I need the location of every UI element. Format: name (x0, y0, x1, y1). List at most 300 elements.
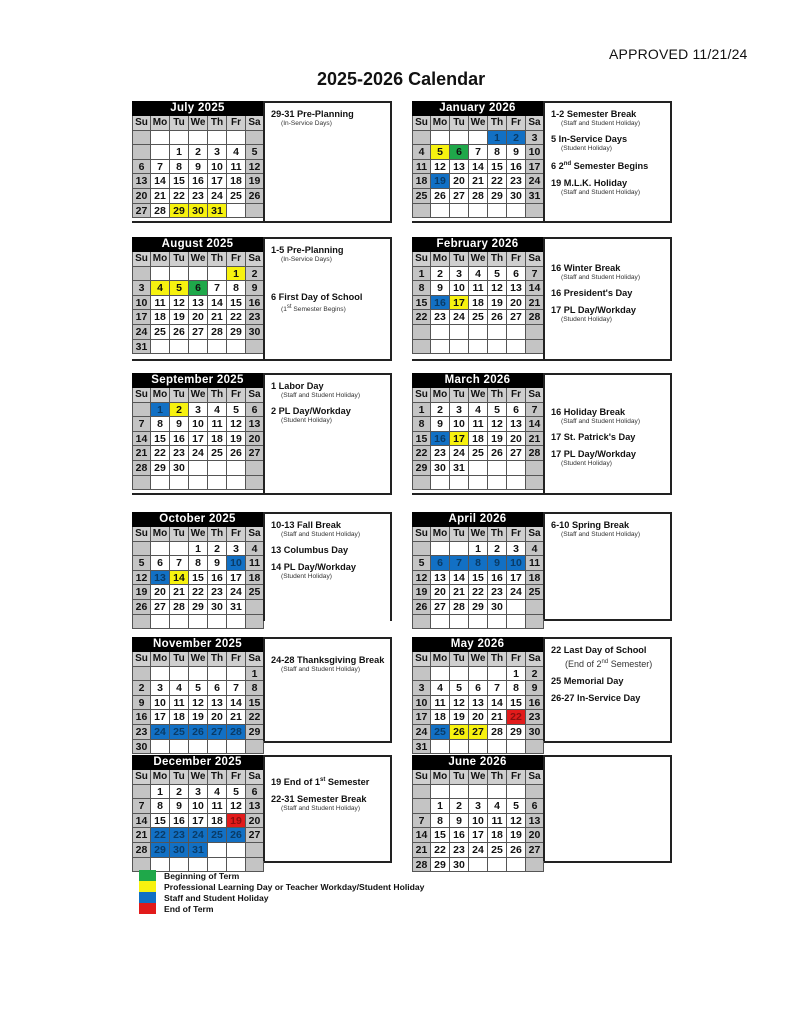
legend-swatch-blue (139, 892, 156, 903)
empty-day-cell (151, 740, 170, 755)
empty-day-cell (488, 785, 507, 800)
empty-day-cell (450, 131, 469, 146)
empty-day-cell (208, 340, 227, 355)
day-cell: 15 (246, 696, 264, 711)
day-cell: 7 (413, 814, 431, 829)
weekday-header: Tu (450, 770, 469, 785)
month-notes (263, 373, 390, 493)
day-cell: 8 (151, 417, 170, 432)
day-cell: 30 (133, 740, 151, 755)
empty-day-cell (151, 615, 170, 630)
day-cell: 17 (450, 432, 469, 447)
weekday-header: Th (488, 252, 507, 267)
weekday-header: Tu (170, 527, 189, 542)
weekday-header: We (189, 116, 208, 131)
empty-day-cell (469, 740, 488, 755)
weekday-header: Fr (507, 116, 526, 131)
weekday-header: Mo (151, 770, 170, 785)
day-cell: 2 (431, 267, 450, 282)
day-cell: 26 (450, 725, 469, 740)
day-cell: 5 (507, 799, 526, 814)
day-cell: 31 (413, 740, 431, 755)
day-cell: 20 (526, 828, 544, 843)
day-cell: 21 (170, 585, 189, 600)
day-cell: 26 (227, 828, 246, 843)
note-subtitle: (In-Service Days) (281, 256, 332, 263)
month-title: October 2025 (132, 512, 263, 527)
weekday-header: Th (488, 652, 507, 667)
weekday-header: Th (488, 770, 507, 785)
day-grid (132, 116, 263, 218)
day-cell: 26 (189, 725, 208, 740)
day-cell: 20 (469, 710, 488, 725)
day-cell: 15 (469, 571, 488, 586)
day-cell: 2 (208, 542, 227, 557)
empty-day-cell (450, 542, 469, 557)
empty-day-cell (208, 615, 227, 630)
day-cell: 6 (450, 145, 469, 160)
empty-day-cell (151, 267, 170, 282)
note-title: 16 Holiday Break (551, 407, 626, 417)
day-cell: 7 (450, 556, 469, 571)
day-cell: 12 (227, 417, 246, 432)
legend-label: End of Term (164, 903, 214, 914)
empty-day-cell (170, 615, 189, 630)
weekday-header: Mo (431, 770, 450, 785)
empty-day-cell (507, 858, 526, 873)
day-cell: 29 (246, 725, 264, 740)
day-cell: 1 (246, 667, 264, 682)
day-cell: 25 (469, 446, 488, 461)
note-title: 6 2nd Semester Begins (551, 161, 649, 172)
empty-day-cell (227, 667, 246, 682)
day-cell: 6 (246, 785, 264, 800)
day-cell: 17 (189, 432, 208, 447)
weekday-header: Su (413, 527, 431, 542)
note-title: 17 PL Day/Workday (551, 449, 636, 459)
day-cell: 29 (151, 461, 170, 476)
note-title: 29-31 Pre-Planning (271, 109, 354, 119)
note-title: 17 St. Patrick's Day (551, 432, 636, 442)
day-cell: 1 (170, 145, 189, 160)
weekday-header: We (189, 252, 208, 267)
note-subtitle: (In-Service Days) (281, 120, 332, 127)
day-cell: 30 (189, 204, 208, 219)
empty-day-cell (133, 131, 151, 146)
weekday-header: Tu (450, 652, 469, 667)
day-cell: 29 (170, 204, 189, 219)
day-cell: 8 (170, 160, 189, 175)
note-item (551, 432, 670, 443)
note-item (271, 245, 390, 264)
legend-label: Beginning of Term (164, 870, 240, 881)
month-calendar (412, 101, 543, 218)
day-cell: 8 (189, 556, 208, 571)
day-cell: 10 (133, 296, 151, 311)
empty-day-cell (469, 667, 488, 682)
weekday-header: Sa (526, 116, 544, 131)
day-cell: 15 (413, 432, 431, 447)
weekday-header: Th (208, 116, 227, 131)
empty-day-cell (431, 131, 450, 146)
weekday-header: Th (208, 770, 227, 785)
legend-item (139, 903, 424, 914)
day-cell: 9 (431, 281, 450, 296)
month-notes (543, 237, 670, 359)
day-cell: 24 (133, 325, 151, 340)
day-cell: 29 (488, 189, 507, 204)
day-cell: 6 (431, 556, 450, 571)
month-calendar (412, 637, 543, 754)
day-cell: 13 (431, 571, 450, 586)
empty-day-cell (151, 542, 170, 557)
day-cell: 2 (133, 681, 151, 696)
day-cell: 25 (227, 189, 246, 204)
day-cell: 18 (208, 814, 227, 829)
month-notes (263, 637, 390, 741)
weekday-header: Mo (431, 252, 450, 267)
day-cell: 9 (170, 417, 189, 432)
day-cell: 27 (431, 600, 450, 615)
day-cell: 24 (189, 828, 208, 843)
empty-day-cell (246, 600, 264, 615)
day-cell: 16 (507, 160, 526, 175)
empty-day-cell (507, 615, 526, 630)
weekday-header: Mo (151, 527, 170, 542)
day-cell: 26 (227, 446, 246, 461)
day-cell: 19 (488, 296, 507, 311)
day-cell: 3 (189, 403, 208, 418)
day-cell: 18 (431, 710, 450, 725)
empty-day-cell (170, 476, 189, 491)
note-subtitle: (Staff and Student Holiday) (561, 274, 641, 281)
day-cell: 26 (246, 189, 264, 204)
day-cell: 27 (189, 325, 208, 340)
day-cell: 1 (413, 267, 431, 282)
note-subtitle: (Staff and Student Holiday) (281, 531, 361, 538)
day-cell: 22 (151, 446, 170, 461)
day-cell: 3 (507, 542, 526, 557)
day-cell: 10 (151, 696, 170, 711)
day-cell: 18 (469, 432, 488, 447)
empty-day-cell (450, 476, 469, 491)
day-cell: 1 (189, 542, 208, 557)
day-cell: 4 (208, 403, 227, 418)
day-cell: 9 (507, 145, 526, 160)
empty-day-cell (488, 615, 507, 630)
day-cell: 30 (431, 461, 450, 476)
empty-day-cell (413, 667, 431, 682)
month-notes (263, 101, 390, 221)
weekday-header: Su (133, 116, 151, 131)
note-title: 6-10 Spring Break (551, 520, 630, 530)
month-calendar (132, 637, 263, 754)
day-cell: 4 (151, 281, 170, 296)
day-cell: 4 (227, 145, 246, 160)
day-cell: 17 (227, 571, 246, 586)
empty-day-cell (526, 461, 544, 476)
month-block-dec-2025 (132, 755, 392, 863)
day-cell: 27 (208, 725, 227, 740)
day-cell: 28 (133, 843, 151, 858)
empty-day-cell (189, 131, 208, 146)
day-cell: 20 (507, 296, 526, 311)
empty-day-cell (208, 267, 227, 282)
weekday-header: We (469, 252, 488, 267)
day-cell: 31 (450, 461, 469, 476)
empty-day-cell (526, 204, 544, 219)
day-cell: 30 (208, 600, 227, 615)
day-cell: 13 (189, 296, 208, 311)
day-cell: 10 (208, 160, 227, 175)
day-cell: 20 (208, 710, 227, 725)
day-cell: 12 (227, 799, 246, 814)
day-cell: 4 (526, 542, 544, 557)
day-cell: 11 (526, 556, 544, 571)
day-cell: 11 (170, 696, 189, 711)
day-cell: 27 (246, 828, 264, 843)
day-cell: 5 (133, 556, 151, 571)
day-cell: 7 (526, 403, 544, 418)
day-cell: 19 (189, 710, 208, 725)
weekday-header: We (469, 388, 488, 403)
empty-day-cell (246, 340, 264, 355)
day-cell: 30 (507, 189, 526, 204)
day-cell: 22 (151, 828, 170, 843)
weekday-header: Tu (450, 116, 469, 131)
day-cell: 5 (170, 281, 189, 296)
day-cell: 22 (189, 585, 208, 600)
note-subtitle: (Staff and Student Holiday) (561, 418, 641, 425)
day-cell: 14 (488, 696, 507, 711)
day-cell: 31 (189, 843, 208, 858)
weekday-header: Su (413, 252, 431, 267)
day-cell: 29 (189, 600, 208, 615)
day-grid (412, 252, 543, 354)
month-title: May 2026 (412, 637, 543, 652)
month-calendar (412, 373, 543, 490)
legend-swatch-red (139, 903, 156, 914)
weekday-header: Fr (507, 770, 526, 785)
day-cell: 17 (469, 828, 488, 843)
day-cell: 7 (469, 145, 488, 160)
weekday-header: Sa (526, 527, 544, 542)
weekday-header: Th (208, 527, 227, 542)
note-subtitle: (Staff and Student Holiday) (281, 805, 361, 813)
day-cell: 10 (450, 417, 469, 432)
empty-day-cell (469, 340, 488, 355)
day-cell: 27 (133, 204, 151, 219)
empty-day-cell (450, 785, 469, 800)
empty-day-cell (526, 615, 544, 630)
day-cell: 5 (227, 403, 246, 418)
note-item (271, 381, 390, 400)
empty-day-cell (507, 740, 526, 755)
day-cell: 12 (246, 160, 264, 175)
day-cell: 23 (488, 585, 507, 600)
day-cell: 28 (488, 725, 507, 740)
legend-item (139, 881, 424, 892)
day-cell: 1 (413, 403, 431, 418)
day-cell: 27 (151, 600, 170, 615)
day-cell: 10 (189, 417, 208, 432)
approval-stamp: APPROVED 11/21/24 (609, 46, 748, 62)
note-title: 17 PL Day/Workday (551, 305, 636, 315)
month-calendar (412, 237, 543, 354)
day-cell: 12 (431, 160, 450, 175)
day-cell: 25 (488, 843, 507, 858)
empty-day-cell (246, 461, 264, 476)
note-item (271, 109, 390, 128)
note-item (271, 520, 390, 539)
empty-day-cell (507, 325, 526, 340)
month-block-mar-2026 (412, 373, 672, 495)
day-cell: 8 (413, 417, 431, 432)
month-calendar (132, 512, 263, 629)
day-cell: 25 (151, 325, 170, 340)
day-cell: 7 (151, 160, 170, 175)
day-cell: 6 (151, 556, 170, 571)
day-cell: 14 (133, 814, 151, 829)
empty-day-cell (526, 476, 544, 491)
weekday-header: Fr (507, 252, 526, 267)
day-cell: 1 (469, 542, 488, 557)
month-notes (543, 512, 670, 619)
day-cell: 27 (507, 310, 526, 325)
day-cell: 13 (246, 799, 264, 814)
day-cell: 20 (246, 814, 264, 829)
day-cell: 3 (189, 785, 208, 800)
note-subtitle: (End of 2nd Semester) (565, 659, 653, 669)
empty-day-cell (133, 403, 151, 418)
note-subtitle: (Staff and Student Holiday) (281, 666, 361, 673)
day-cell: 15 (151, 432, 170, 447)
month-title: January 2026 (412, 101, 543, 116)
empty-day-cell (450, 740, 469, 755)
day-cell: 14 (227, 696, 246, 711)
day-cell: 16 (488, 571, 507, 586)
empty-day-cell (170, 340, 189, 355)
day-cell: 8 (469, 556, 488, 571)
month-block-aug-2025 (132, 237, 392, 361)
day-cell: 15 (170, 174, 189, 189)
weekday-header: Fr (507, 527, 526, 542)
empty-day-cell (488, 667, 507, 682)
day-cell: 6 (526, 799, 544, 814)
note-subtitle: (Student Holiday) (561, 460, 612, 467)
legend-item (139, 892, 424, 903)
day-cell: 12 (189, 696, 208, 711)
empty-day-cell (413, 476, 431, 491)
weekday-header: Mo (431, 527, 450, 542)
day-cell: 5 (431, 145, 450, 160)
empty-day-cell (170, 267, 189, 282)
empty-day-cell (488, 461, 507, 476)
day-cell: 10 (526, 145, 544, 160)
empty-day-cell (431, 740, 450, 755)
day-cell: 4 (469, 267, 488, 282)
empty-day-cell (227, 131, 246, 146)
day-cell: 21 (413, 843, 431, 858)
empty-day-cell (507, 785, 526, 800)
empty-day-cell (488, 325, 507, 340)
empty-day-cell (507, 476, 526, 491)
month-block-sep-2025 (132, 373, 392, 495)
day-cell: 7 (526, 267, 544, 282)
day-cell: 17 (507, 571, 526, 586)
day-grid (132, 770, 263, 872)
day-cell: 16 (189, 174, 208, 189)
empty-day-cell (133, 476, 151, 491)
weekday-header: Tu (170, 252, 189, 267)
day-cell: 21 (488, 710, 507, 725)
day-cell: 28 (170, 600, 189, 615)
day-cell: 11 (469, 281, 488, 296)
empty-day-cell (246, 615, 264, 630)
day-cell: 24 (526, 174, 544, 189)
weekday-header: Su (413, 770, 431, 785)
month-notes (543, 755, 670, 861)
day-cell: 24 (189, 446, 208, 461)
day-cell: 22 (246, 710, 264, 725)
month-notes (543, 637, 670, 741)
weekday-header: Sa (526, 770, 544, 785)
day-cell: 10 (189, 799, 208, 814)
empty-day-cell (469, 785, 488, 800)
empty-day-cell (133, 785, 151, 800)
day-cell: 21 (526, 296, 544, 311)
empty-day-cell (133, 267, 151, 282)
day-cell: 4 (208, 785, 227, 800)
weekday-header: Tu (170, 388, 189, 403)
empty-day-cell (431, 667, 450, 682)
day-cell: 13 (133, 174, 151, 189)
day-cell: 11 (246, 556, 264, 571)
weekday-header: We (469, 652, 488, 667)
note-subtitle: (Student Holiday) (281, 417, 332, 424)
day-cell: 14 (526, 281, 544, 296)
day-cell: 3 (227, 542, 246, 557)
note-title: 10-13 Fall Break (271, 520, 341, 530)
empty-day-cell (507, 204, 526, 219)
day-cell: 13 (469, 696, 488, 711)
empty-day-cell (189, 340, 208, 355)
empty-day-cell (133, 667, 151, 682)
day-cell: 11 (431, 696, 450, 711)
day-cell: 8 (227, 281, 246, 296)
day-cell: 20 (507, 432, 526, 447)
day-cell: 25 (208, 446, 227, 461)
day-cell: 8 (431, 814, 450, 829)
note-item (271, 292, 390, 314)
day-cell: 12 (133, 571, 151, 586)
empty-day-cell (488, 204, 507, 219)
day-cell: 13 (507, 281, 526, 296)
empty-day-cell (488, 858, 507, 873)
weekday-header: Sa (246, 652, 264, 667)
day-cell: 3 (450, 403, 469, 418)
day-cell: 15 (431, 828, 450, 843)
empty-day-cell (526, 325, 544, 340)
day-cell: 16 (170, 814, 189, 829)
weekday-header: Mo (151, 252, 170, 267)
note-subtitle: (Staff and Student Holiday) (281, 392, 361, 399)
day-cell: 28 (151, 204, 170, 219)
weekday-header: Mo (431, 116, 450, 131)
note-title: 24-28 Thanksgiving Break (271, 655, 385, 665)
month-notes (263, 237, 390, 359)
day-cell: 1 (227, 267, 246, 282)
